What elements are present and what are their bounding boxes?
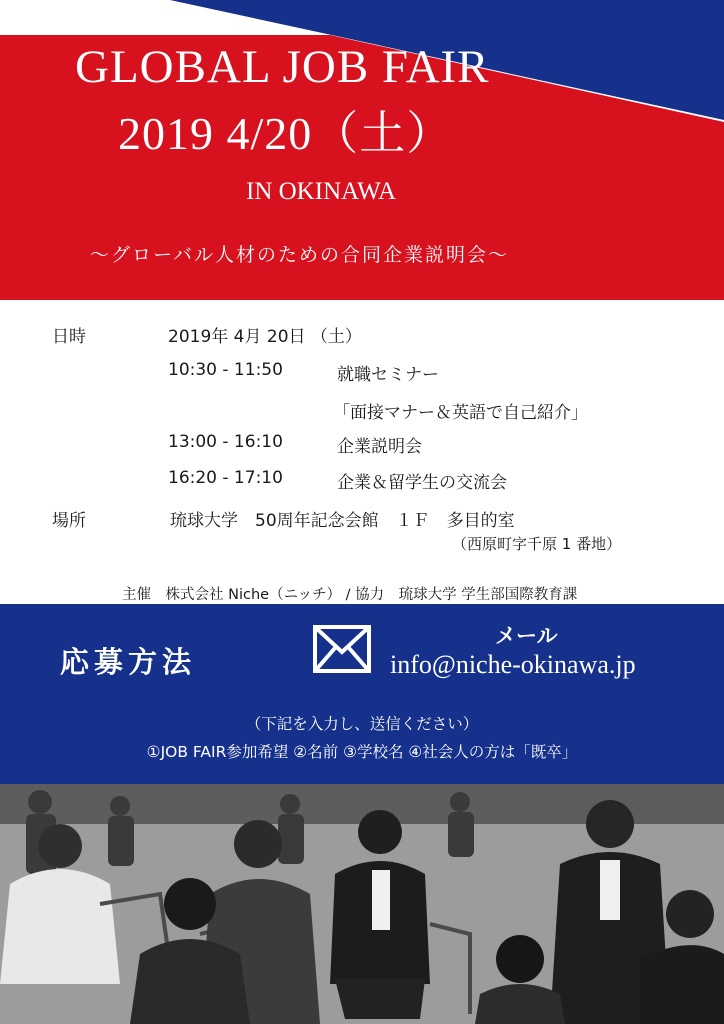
event-date-title: 2019 4/20（土）	[118, 108, 454, 159]
schedule-time: 16:20 - 17:10	[168, 468, 283, 488]
place-value: 琉球大学 50周年記念会館 １Ｆ 多目的室	[170, 511, 515, 531]
mail-label: メール	[495, 624, 558, 648]
event-title: GLOBAL JOB FAIR	[75, 41, 490, 93]
event-location-title: IN OKINAWA	[246, 178, 397, 205]
schedule-event: 「面接マナー＆英語で自己紹介」	[333, 403, 588, 423]
application-instruction: （下記を入力し、送信ください）	[245, 715, 479, 733]
schedule-event: 企業＆留学生の交流会	[337, 473, 507, 493]
envelope-icon	[312, 624, 372, 674]
place-label: 場所	[52, 511, 86, 531]
photo-illustration	[0, 784, 724, 1024]
date-label: 日時	[52, 327, 86, 347]
event-subtitle: ～グローバル人材のための合同企業説明会～	[90, 244, 510, 266]
event-details	[0, 318, 724, 578]
date-value: 2019年 4月 20日 （土）	[168, 327, 362, 347]
place-address: （西原町字千原 1 番地）	[452, 535, 622, 553]
sponsor-line: 主催 株式会社 Niche（ニッチ） / 協力 琉球大学 学生部国際教育課	[122, 587, 578, 603]
application-heading: 応募方法	[60, 645, 197, 679]
schedule-event: 就職セミナー	[337, 365, 439, 385]
application-band	[0, 604, 724, 784]
header-banner	[0, 0, 724, 300]
schedule-event: 企業説明会	[337, 437, 422, 457]
mail-address[interactable]: info@niche-okinawa.jp	[390, 650, 636, 679]
application-items: ①JOB FAIR参加希望 ②名前 ③学校名 ④社会人の方は「既卒」	[146, 743, 578, 761]
schedule-time: 10:30 - 11:50	[168, 360, 283, 380]
event-photo	[0, 784, 724, 1024]
schedule-time: 13:00 - 16:10	[168, 432, 283, 452]
